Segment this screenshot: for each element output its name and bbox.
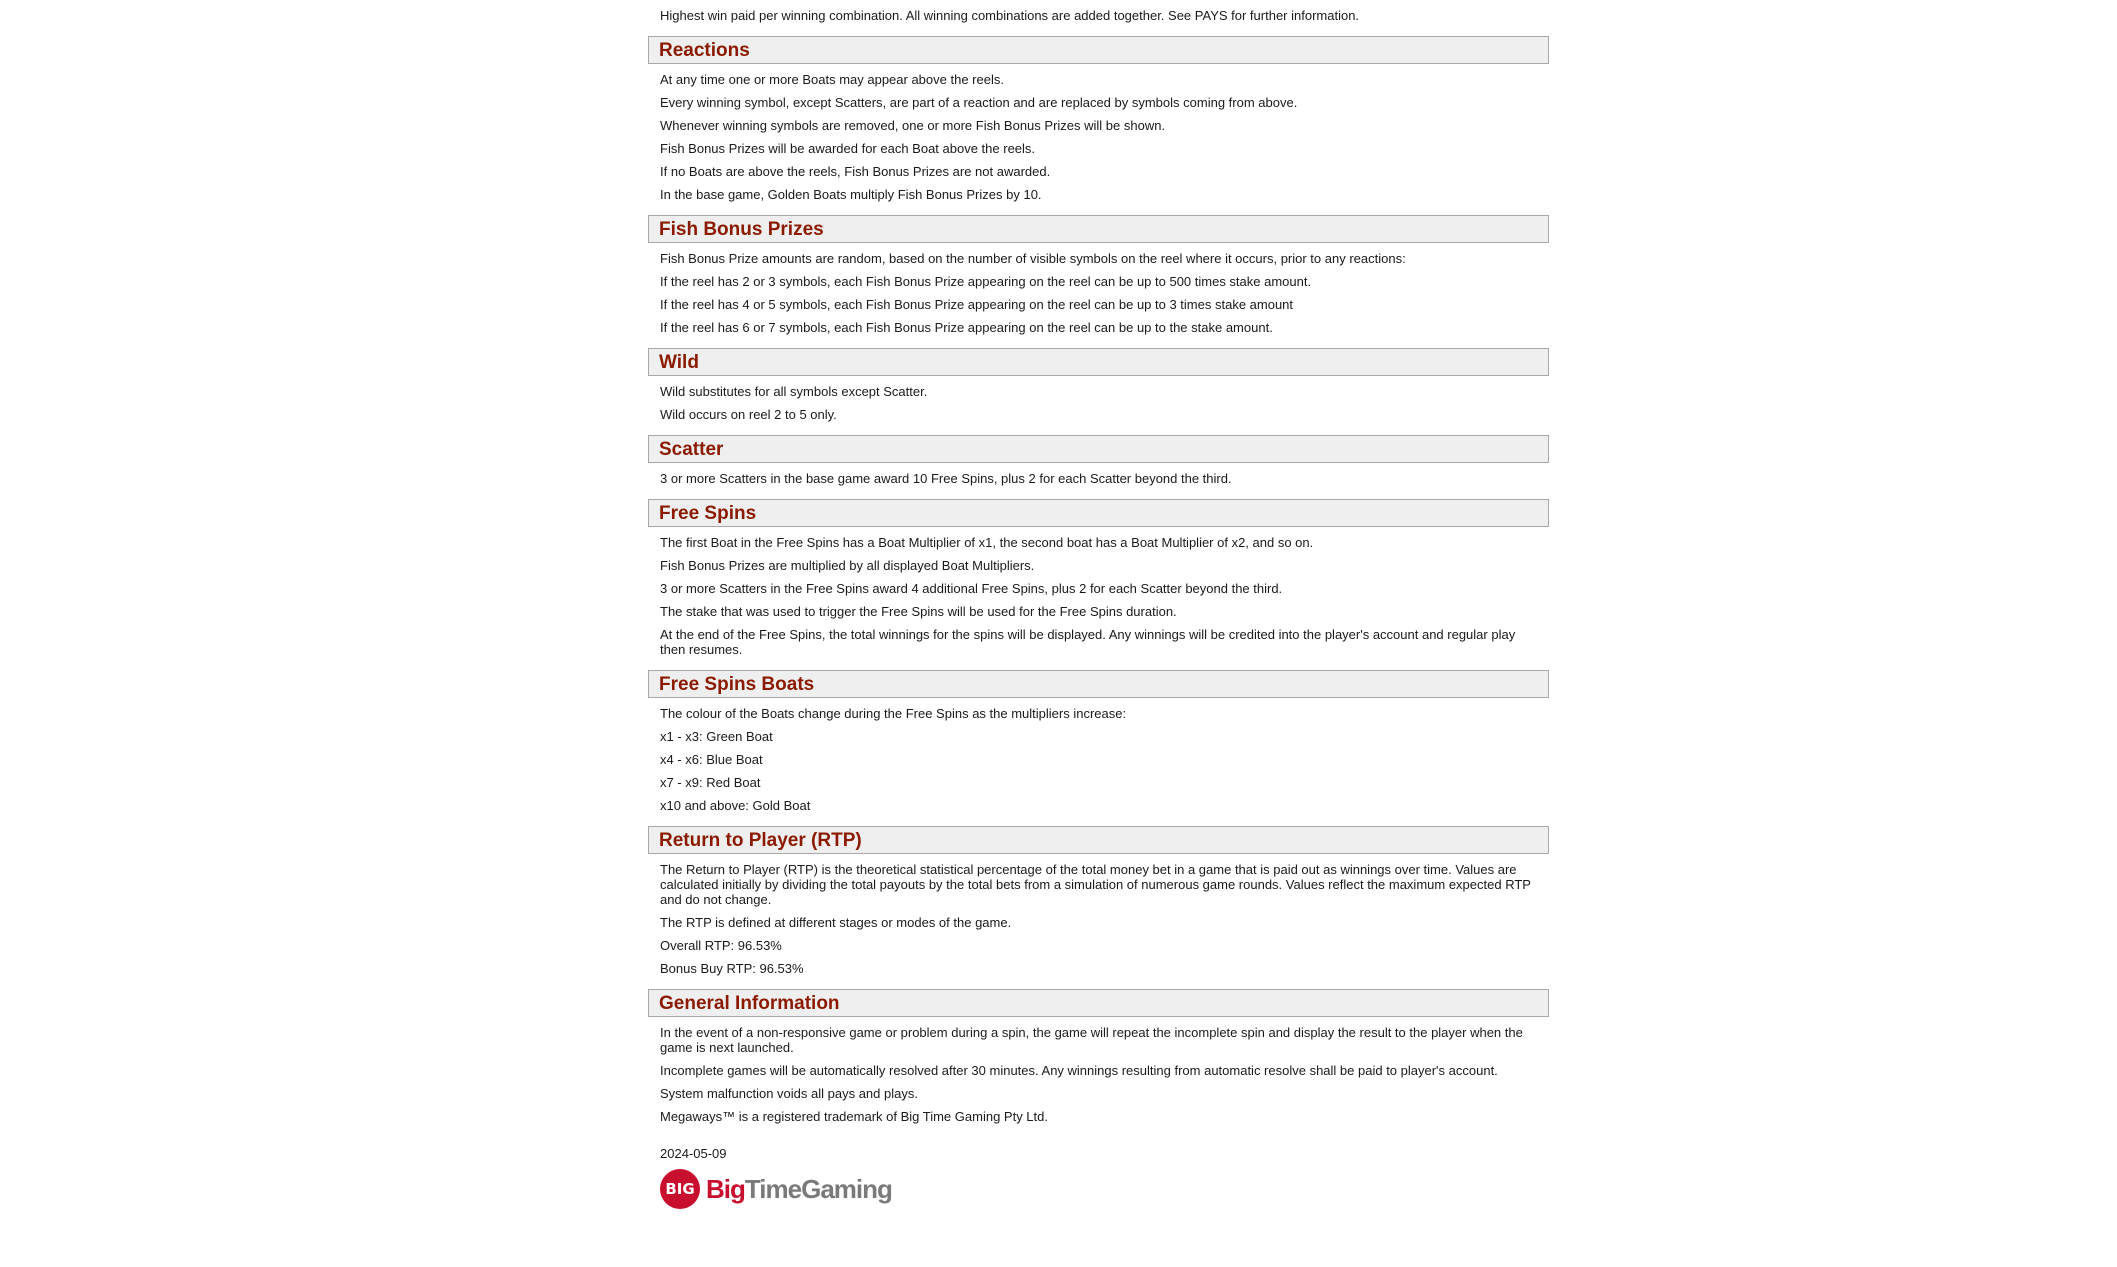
section-title: Fish Bonus Prizes [648, 215, 1549, 243]
section-body [648, 463, 1549, 486]
section-paragraph: x10 and above: Gold Boat [660, 798, 811, 813]
section [648, 36, 1549, 202]
section-paragraph: The stake that was used to trigger the Free Spins will be used for the Free Spins duration. [660, 604, 1177, 619]
section-paragraph: 3 or more Scatters in the Free Spins award 4 additional Free Spins, plus 2 for each Scatter beyond the third. [660, 581, 1283, 596]
sections-container [648, 36, 1549, 1124]
section [648, 826, 1549, 976]
section-paragraph: Overall RTP: 96.53% [660, 938, 782, 953]
section-body [648, 1017, 1549, 1124]
section [648, 670, 1549, 813]
section-paragraph: x1 - x3: Green Boat [660, 729, 773, 744]
big-time-gaming-logo [660, 1169, 1549, 1209]
footer-date: 2024-05-09 [660, 1146, 727, 1161]
section-paragraph: If the reel has 6 or 7 symbols, each Fish Bonus Prize appearing on the reel can be up to the stake amount. [660, 320, 1273, 335]
section-paragraph: Bonus Buy RTP: 96.53% [660, 961, 804, 976]
section-body [648, 243, 1549, 335]
section-title: Wild [648, 348, 1549, 376]
section-paragraph: Fish Bonus Prizes will be awarded for each Boat above the reels. [660, 141, 1036, 156]
section-paragraph: If the reel has 2 or 3 symbols, each Fish Bonus Prize appearing on the reel can be up to 500 times stake amount. [660, 274, 1312, 289]
section-paragraph: In the event of a non-responsive game or problem during a spin, the game will repeat the incomplete spin and display the result to the player when the game is next launched. [660, 1025, 1523, 1055]
section-paragraph: The colour of the Boats change during the Free Spins as the multipliers increase: [660, 706, 1127, 721]
section-title: Free Spins Boats [648, 670, 1549, 698]
section-paragraph: Megaways™ is a registered trademark of Big Time Gaming Pty Ltd. [660, 1109, 1048, 1124]
section [648, 348, 1549, 422]
section [648, 215, 1549, 335]
section-paragraph: If the reel has 4 or 5 symbols, each Fish Bonus Prize appearing on the reel can be up to 3 times stake amount [660, 297, 1294, 312]
logo-badge: BIG [660, 1169, 700, 1209]
section-paragraph: Incomplete games will be automatically resolved after 30 minutes. Any winnings resulting from automatic resolve shall be paid to player's account. [660, 1063, 1498, 1078]
section-paragraph: The Return to Player (RTP) is the theoretical statistical percentage of the total money bet in a game that is paid out as winnings over time. Values are calculated initially by dividing the total payouts by the total bets from a simulation of numerous game rounds. Values reflect the maximum expected RTP and do not change. [660, 862, 1531, 907]
help-content [648, 0, 1549, 1209]
section-title: Free Spins [648, 499, 1549, 527]
section-paragraph: Whenever winning symbols are removed, one or more Fish Bonus Prizes will be shown. [660, 118, 1166, 133]
section-title: Reactions [648, 36, 1549, 64]
section [648, 435, 1549, 486]
section-paragraph: x4 - x6: Blue Boat [660, 752, 763, 767]
section-paragraph: Every winning symbol, except Scatters, are part of a reaction and are replaced by symbols coming from above. [660, 95, 1298, 110]
section-paragraph: Fish Bonus Prizes are multiplied by all displayed Boat Multipliers. [660, 558, 1035, 573]
section-title: General Information [648, 989, 1549, 1017]
section-body [648, 64, 1549, 202]
footer [660, 1146, 1549, 1209]
section-title: Return to Player (RTP) [648, 826, 1549, 854]
section-paragraph: At any time one or more Boats may appear above the reels. [660, 72, 1004, 87]
logo-wordmark [706, 1174, 892, 1205]
section-paragraph: The first Boat in the Free Spins has a Boat Multiplier of x1, the second boat has a Boat Multiplier of x2, and so on. [660, 535, 1314, 550]
section [648, 989, 1549, 1124]
section-body [648, 854, 1549, 976]
logo-word-gaming: Gaming [801, 1173, 892, 1204]
section-paragraph: Wild substitutes for all symbols except Scatter. [660, 384, 928, 399]
section-paragraph: If no Boats are above the reels, Fish Bonus Prizes are not awarded. [660, 164, 1051, 179]
section-paragraph: Fish Bonus Prize amounts are random, based on the number of visible symbols on the reel where it occurs, prior to any reactions: [660, 251, 1406, 266]
section-body [648, 376, 1549, 422]
section [648, 499, 1549, 657]
section-paragraph: 3 or more Scatters in the base game award 10 Free Spins, plus 2 for each Scatter beyond the third. [660, 471, 1232, 486]
section-title: Scatter [648, 435, 1549, 463]
intro-text: Highest win paid per winning combination. All winning combinations are added together. See PAYS for further information. [660, 8, 1360, 23]
section-body [648, 527, 1549, 657]
section-paragraph: The RTP is defined at different stages or modes of the game. [660, 915, 1012, 930]
section-paragraph: System malfunction voids all pays and plays. [660, 1086, 918, 1101]
section-paragraph: x7 - x9: Red Boat [660, 775, 761, 790]
section-paragraph: In the base game, Golden Boats multiply Fish Bonus Prizes by 10. [660, 187, 1042, 202]
section-body [648, 698, 1549, 813]
logo-word-big: Big [706, 1173, 745, 1204]
logo-word-time: Time [744, 1173, 802, 1204]
section-paragraph: Wild occurs on reel 2 to 5 only. [660, 407, 837, 422]
section-paragraph: At the end of the Free Spins, the total winnings for the spins will be displayed. Any winnings will be credited into the player's account and regular play then resumes. [660, 627, 1516, 657]
